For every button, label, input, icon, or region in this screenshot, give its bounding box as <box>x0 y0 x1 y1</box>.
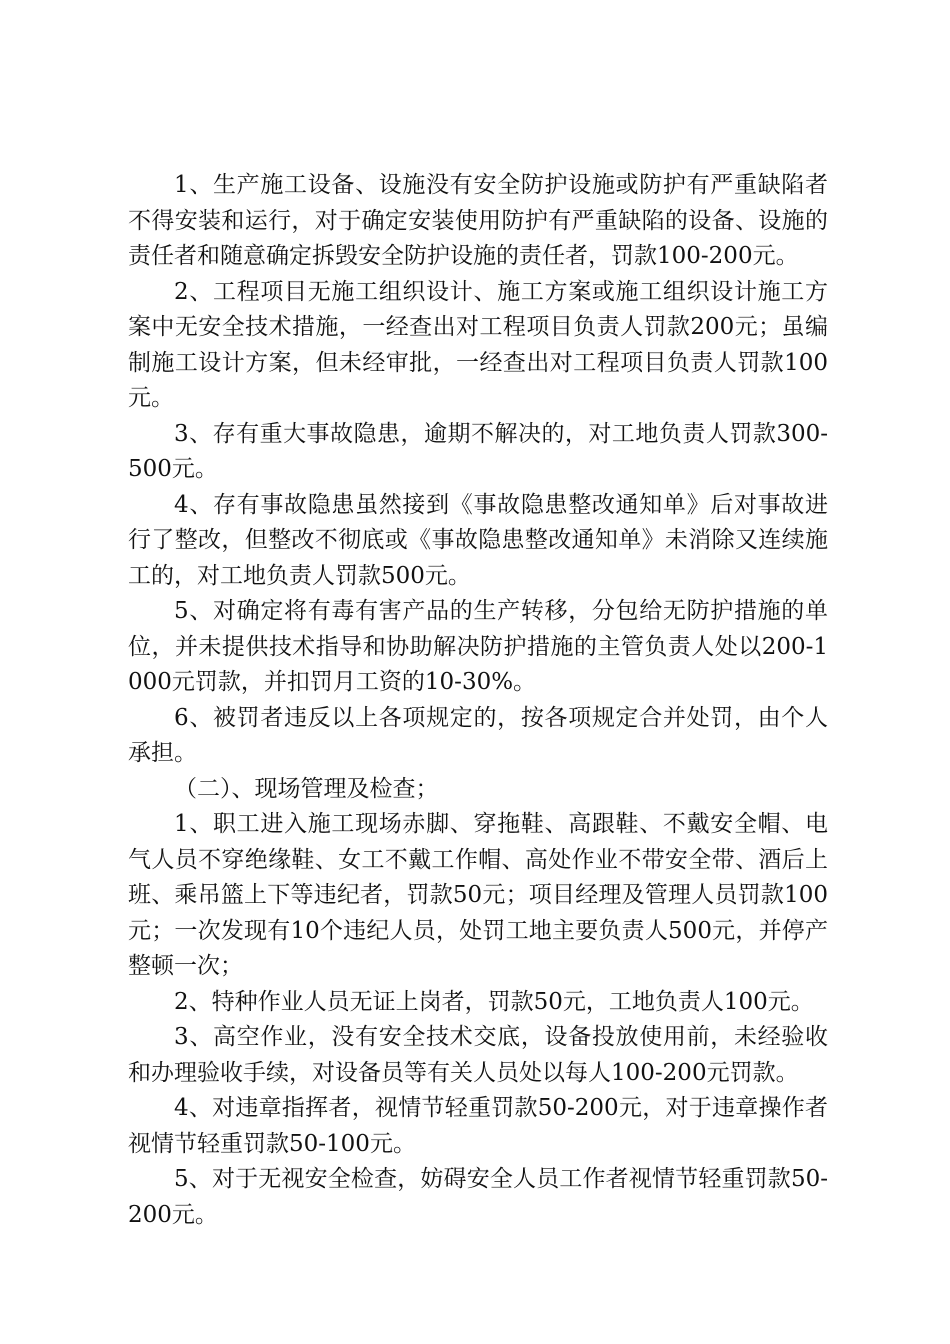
paragraph-illegal-command: 4、对违章指挥者，视情节轻重罚款50-200元，对于违章操作者视情节轻重罚款50-100元。 <box>128 1095 828 1157</box>
paragraph-special-operators: 2、特种作业人员无证上岗者，罚款50元，工地负责人100元。 <box>174 988 814 1015</box>
paragraph-construction-plan: 2、工程项目无施工组织设计、施工方案或施工组织设计施工方案中无安全技术措施，一经查出对工程项目负责人罚款200元；虽编制施工设计方案，但未经审批，一经查出对工程项目负责人罚款100元。 <box>128 278 828 411</box>
paragraph-obstructing-inspection: 5、对于无视安全检查，妨碍安全人员工作者视情节轻重罚款50-200元。 <box>128 1166 828 1228</box>
paragraph-toxic-production: 5、对确定将有毒有害产品的生产转移，分包给无防护措施的单位，并未提供技术指导和协助解决防护措施的主管负责人处以200-1000元罚款，并扣罚月工资的10-30%。 <box>128 598 828 695</box>
paragraph-rectification-notice: 4、存有事故隐患虽然接到《事故隐患整改通知单》后对事故进行了整改，但整改不彻底或《事故隐患整改通知单》未消除又连续施工的，对工地负责人罚款500元。 <box>128 491 828 589</box>
paragraph-major-hazard: 3、存有重大事故隐患，逾期不解决的，对工地负责人罚款300-500元。 <box>128 420 828 482</box>
paragraph-worker-discipline: 1、职工进入施工现场赤脚、穿拖鞋、高跟鞋、不戴安全帽、电气人员不穿绝缘鞋、女工不戴工作帽、高处作业不带安全带、酒后上班、乘吊篮上下等违纪者，罚款50元；项目经理及管理人员罚款100元；一次发现有10个违纪人员，处罚工地主要负责人500元，并停产整顿一次； <box>128 811 828 979</box>
paragraph-equipment-safety: 1、生产施工设备、设施没有安全防护设施或防护有严重缺陷者不得安装和运行，对于确定安装使用防护有严重缺陷的设备、设施的责任者和随意确定拆毁安全防护设施的责任者，罚款100-200元。 <box>128 172 828 269</box>
paragraph-high-altitude-work: 3、高空作业，没有安全技术交底，设备投放使用前，未经验收和办理验收手续，对设备员等有关人员处以每人100-200元罚款。 <box>128 1024 828 1086</box>
section-heading-site-management: （二）、现场管理及检查； <box>174 775 439 802</box>
document-body <box>128 168 828 1233</box>
paragraph-combined-penalty: 6、被罚者违反以上各项规定的，按各项规定合并处罚，由个人承担。 <box>128 704 828 766</box>
